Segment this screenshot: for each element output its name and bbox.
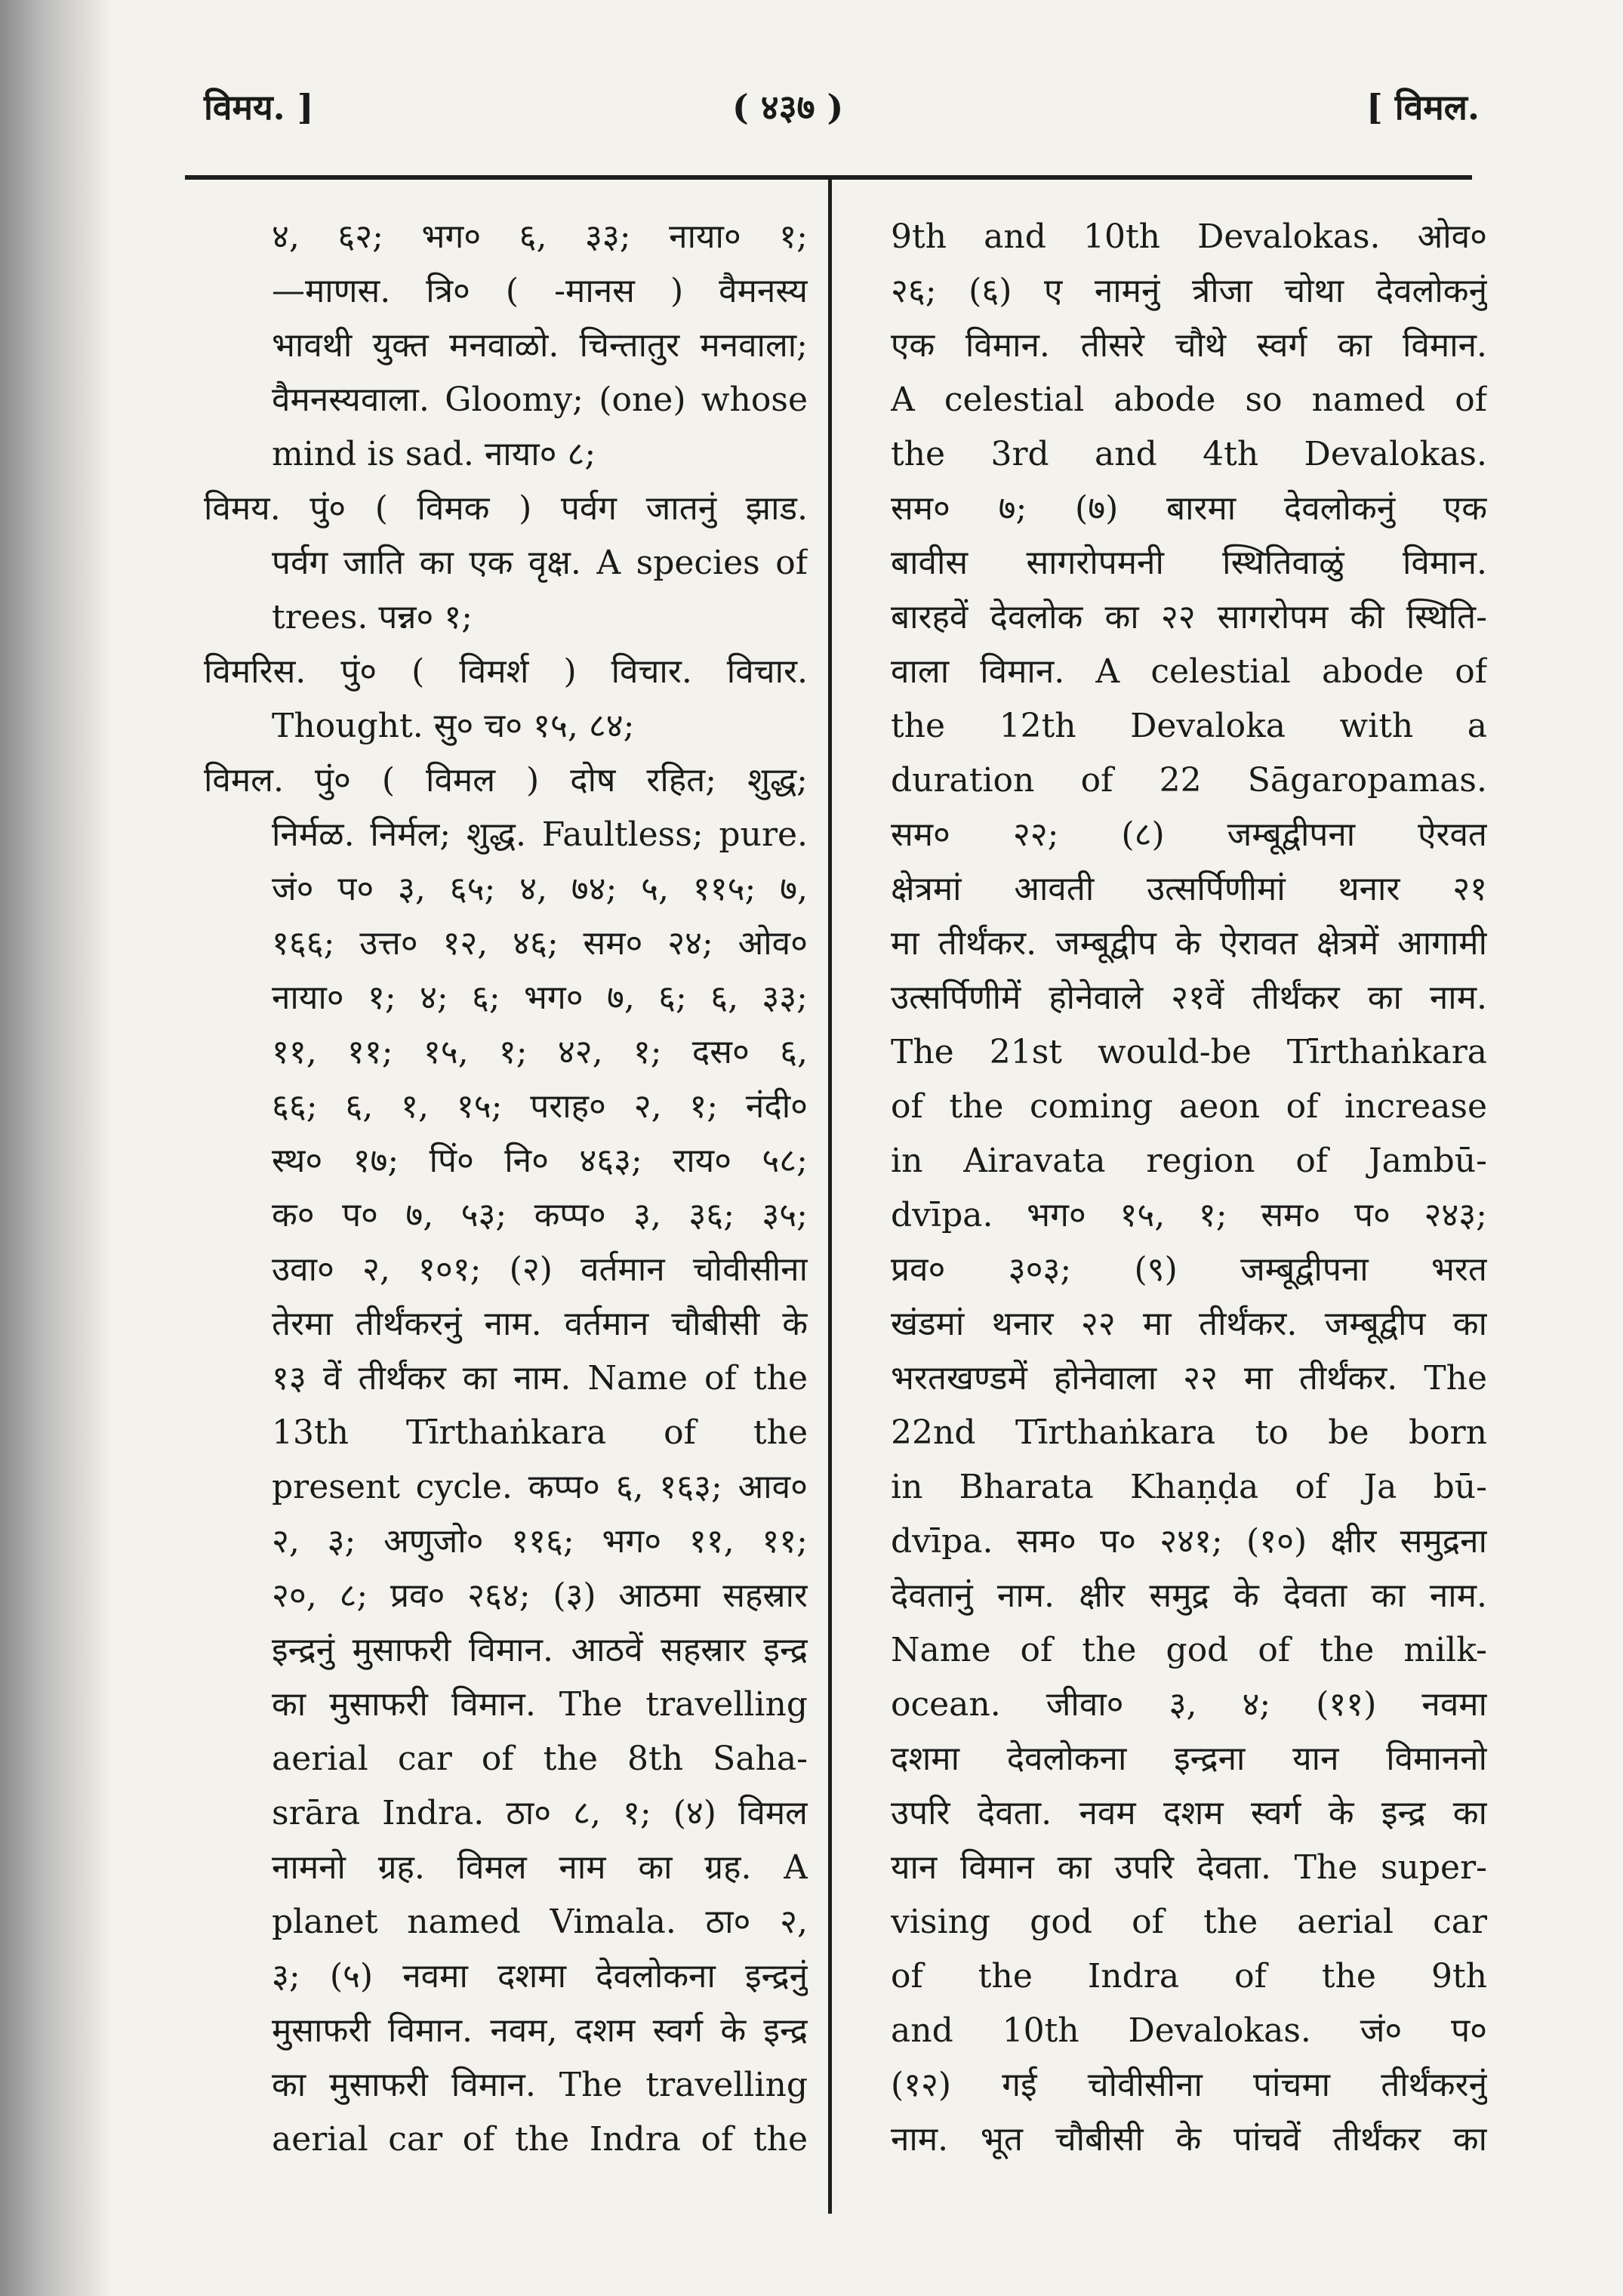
text-line: ६६; ६, १, १५; पराह० २, १; नंदी० — [272, 1087, 808, 1126]
text-line: aerial car of the Indra of the — [272, 2120, 808, 2159]
text-line: the 3rd and 4th Devalokas. — [891, 435, 1487, 473]
text-line: 22nd Tīrthaṅkara to be born — [891, 1413, 1487, 1452]
text-line: विमरिस. पुं० ( विमर्श ) विचार. विचार. — [204, 652, 808, 691]
text-line: १३ वें तीर्थंकर का नाम. Name of the — [272, 1359, 808, 1398]
page-binding-shadow — [0, 0, 113, 2296]
text-line: यान विमान का उपरि देवता. The super- — [891, 1848, 1487, 1887]
text-line: srāra Indra. ठा० ८, १; (४) विमल — [272, 1794, 808, 1832]
text-line: The 21st would-be Tīrthaṅkara — [891, 1033, 1487, 1071]
text-line: बावीस सागरोपमनी स्थितिवाळुं विमान. — [891, 544, 1487, 582]
text-line: dvīpa. सम० प० २४१; (१०) क्षीर समुद्रना — [891, 1522, 1487, 1561]
text-line: देवतानुं नाम. क्षीर समुद्र के देवता का नाम. — [891, 1576, 1487, 1615]
text-line: वैमनस्यवाला. Gloomy; (one) whose — [272, 381, 808, 419]
text-line: in Airavata region of Jambū- — [891, 1142, 1487, 1180]
text-line: of the coming aeon of increase — [891, 1087, 1487, 1126]
text-line: —माणस. त्रि० ( -मानस ) वैमनस्य — [272, 272, 808, 310]
text-line: २०, ८; प्रव० २६४; (३) आठमा सहस्रार — [272, 1576, 808, 1615]
text-line: मुसाफरी विमान. नवम, दशम स्वर्ग के इन्द्र — [272, 2011, 808, 2050]
text-line: जं० प० ३, ६५; ४, ७४; ५, ११५; ७, — [272, 870, 808, 908]
text-line: उपरि देवता. नवम दशम स्वर्ग के इन्द्र का — [891, 1794, 1487, 1832]
header-guide-word-right: [ विमल. — [1366, 87, 1480, 128]
text-line: का मुसाफरी विमान. The travelling — [272, 2066, 808, 2104]
text-line: दशमा देवलोकना इन्द्रना यान विमाननो — [891, 1740, 1487, 1778]
text-line: 13th Tīrthaṅkara of the — [272, 1413, 808, 1452]
page-number: ( ४३७ ) — [732, 87, 844, 128]
text-line: (१२) गई चोवीसीना पांचमा तीर्थंकरनुं — [891, 2066, 1487, 2104]
text-line: the 12th Devaloka with a — [891, 707, 1487, 745]
text-line: का मुसाफरी विमान. The travelling — [272, 1685, 808, 1724]
right-column — [891, 210, 1487, 2167]
text-line: duration of 22 Sāgaropamas. — [891, 761, 1487, 800]
text-line: नाया० १; ४; ६; भग० ७, ६; ६, ३३; — [272, 978, 808, 1017]
text-line: present cycle. कप्प० ६, १६३; आव० — [272, 1468, 808, 1506]
text-line: नामनो ग्रह. विमल नाम का ग्रह. A — [272, 1848, 808, 1887]
text-line: vising god of the aerial car — [891, 1903, 1487, 1941]
text-line: उवा० २, १०१; (२) वर्तमान चोवीसीना — [272, 1250, 808, 1289]
text-line: and 10th Devalokas. जं० प० — [891, 2011, 1487, 2050]
text-line: ३; (५) नवमा दशमा देवलोकना इन्द्रनुं — [272, 1957, 808, 1996]
text-line: ११, ११; १५, १; ४२, १; दस० ६, — [272, 1033, 808, 1071]
text-line: १६६; उत्त० १२, ४६; सम० २४; ओव० — [272, 924, 808, 963]
text-line: २, ३; अणुजो० ११६; भग० ११, ११; — [272, 1522, 808, 1561]
text-line: aerial car of the 8th Saha- — [272, 1740, 808, 1778]
text-line: प्रव० ३०३; (९) जम्बूद्वीपना भरत — [891, 1250, 1487, 1289]
text-line: 9th and 10th Devalokas. ओव० — [891, 217, 1487, 256]
text-line: ४, ६२; भग० ६, ३३; नाया० १; — [272, 217, 808, 256]
text-line: तेरमा तीर्थंकरनुं नाम. वर्तमान चौबीसी के — [272, 1305, 808, 1343]
text-line: Thought. सु० च० १५, ८४; — [272, 707, 635, 745]
text-line: क० प० ७, ५३; कप्प० ३, ३६; ३५; — [272, 1196, 808, 1234]
text-line: सम० २२; (८) जम्बूद्वीपना ऐरवत — [891, 815, 1487, 854]
text-line: सम० ७; (७) बारमा देवलोकनुं एक — [891, 489, 1487, 528]
text-line: trees. पन्न० १; — [272, 598, 473, 636]
text-line: इन्द्रनुं मुसाफरी विमान. आठवें सहस्रार इन्द्र — [272, 1631, 808, 1669]
column-divider — [828, 175, 832, 2214]
text-line: बारहवें देवलोक का २२ सागरोपम की स्थिति- — [891, 598, 1487, 636]
header-guide-word-left: विमय. ] — [204, 87, 314, 128]
text-line: विमय. पुं० ( विमक ) पर्वग जातनुं झाड. — [204, 489, 808, 528]
text-line: भरतखण्डमें होनेवाला २२ मा तीर्थंकर. The — [891, 1359, 1487, 1398]
text-line: planet named Vimala. ठा० २, — [272, 1903, 808, 1941]
text-line: mind is sad. नाया० ८; — [272, 435, 596, 473]
text-line: विमल. पुं० ( विमल ) दोष रहित; शुद्ध; — [204, 761, 808, 800]
text-line: A celestial abode so named of — [891, 381, 1487, 419]
text-line: ocean. जीवा० ३, ४; (११) नवमा — [891, 1685, 1487, 1724]
left-column — [204, 210, 808, 2167]
text-line: Name of the god of the milk- — [891, 1631, 1487, 1669]
text-line: dvīpa. भग० १५, १; सम० प० २४३; — [891, 1196, 1487, 1234]
text-line: वाला विमान. A celestial abode of — [891, 652, 1487, 691]
text-line: नाम. भूत चौबीसी के पांचवें तीर्थंकर का — [891, 2120, 1487, 2159]
text-line: खंडमां थनार २२ मा तीर्थंकर. जम्बूद्वीप का — [891, 1305, 1487, 1343]
running-header — [204, 76, 1480, 143]
text-line: क्षेत्रमां आवती उत्सर्पिणीमां थनार २१ — [891, 870, 1487, 908]
text-line: भावथी युक्त मनवाळो. चिन्तातुर मनवाला; — [272, 326, 808, 365]
text-line: in Bharata Khaṇḍa of Ja bū- — [891, 1468, 1487, 1506]
text-line: मा तीर्थंकर. जम्बूद्वीप के ऐरावत क्षेत्रमें आगामी — [891, 924, 1487, 963]
text-line: स्थ० १७; पिं० नि० ४६३; राय० ५८; — [272, 1142, 808, 1180]
text-line: निर्मळ. निर्मल; शुद्ध. Faultless; pure. — [272, 815, 808, 854]
text-line: पर्वग जाति का एक वृक्ष. A species of — [272, 544, 808, 582]
text-line: of the Indra of the 9th — [891, 1957, 1487, 1996]
text-line: २६; (६) ए नामनुं त्रीजा चोथा देवलोकनुं — [891, 272, 1487, 310]
text-line: उत्सर्पिणीमें होनेवाले २१वें तीर्थंकर का नाम. — [891, 978, 1487, 1017]
text-line: एक विमान. तीसरे चौथे स्वर्ग का विमान. — [891, 326, 1487, 365]
